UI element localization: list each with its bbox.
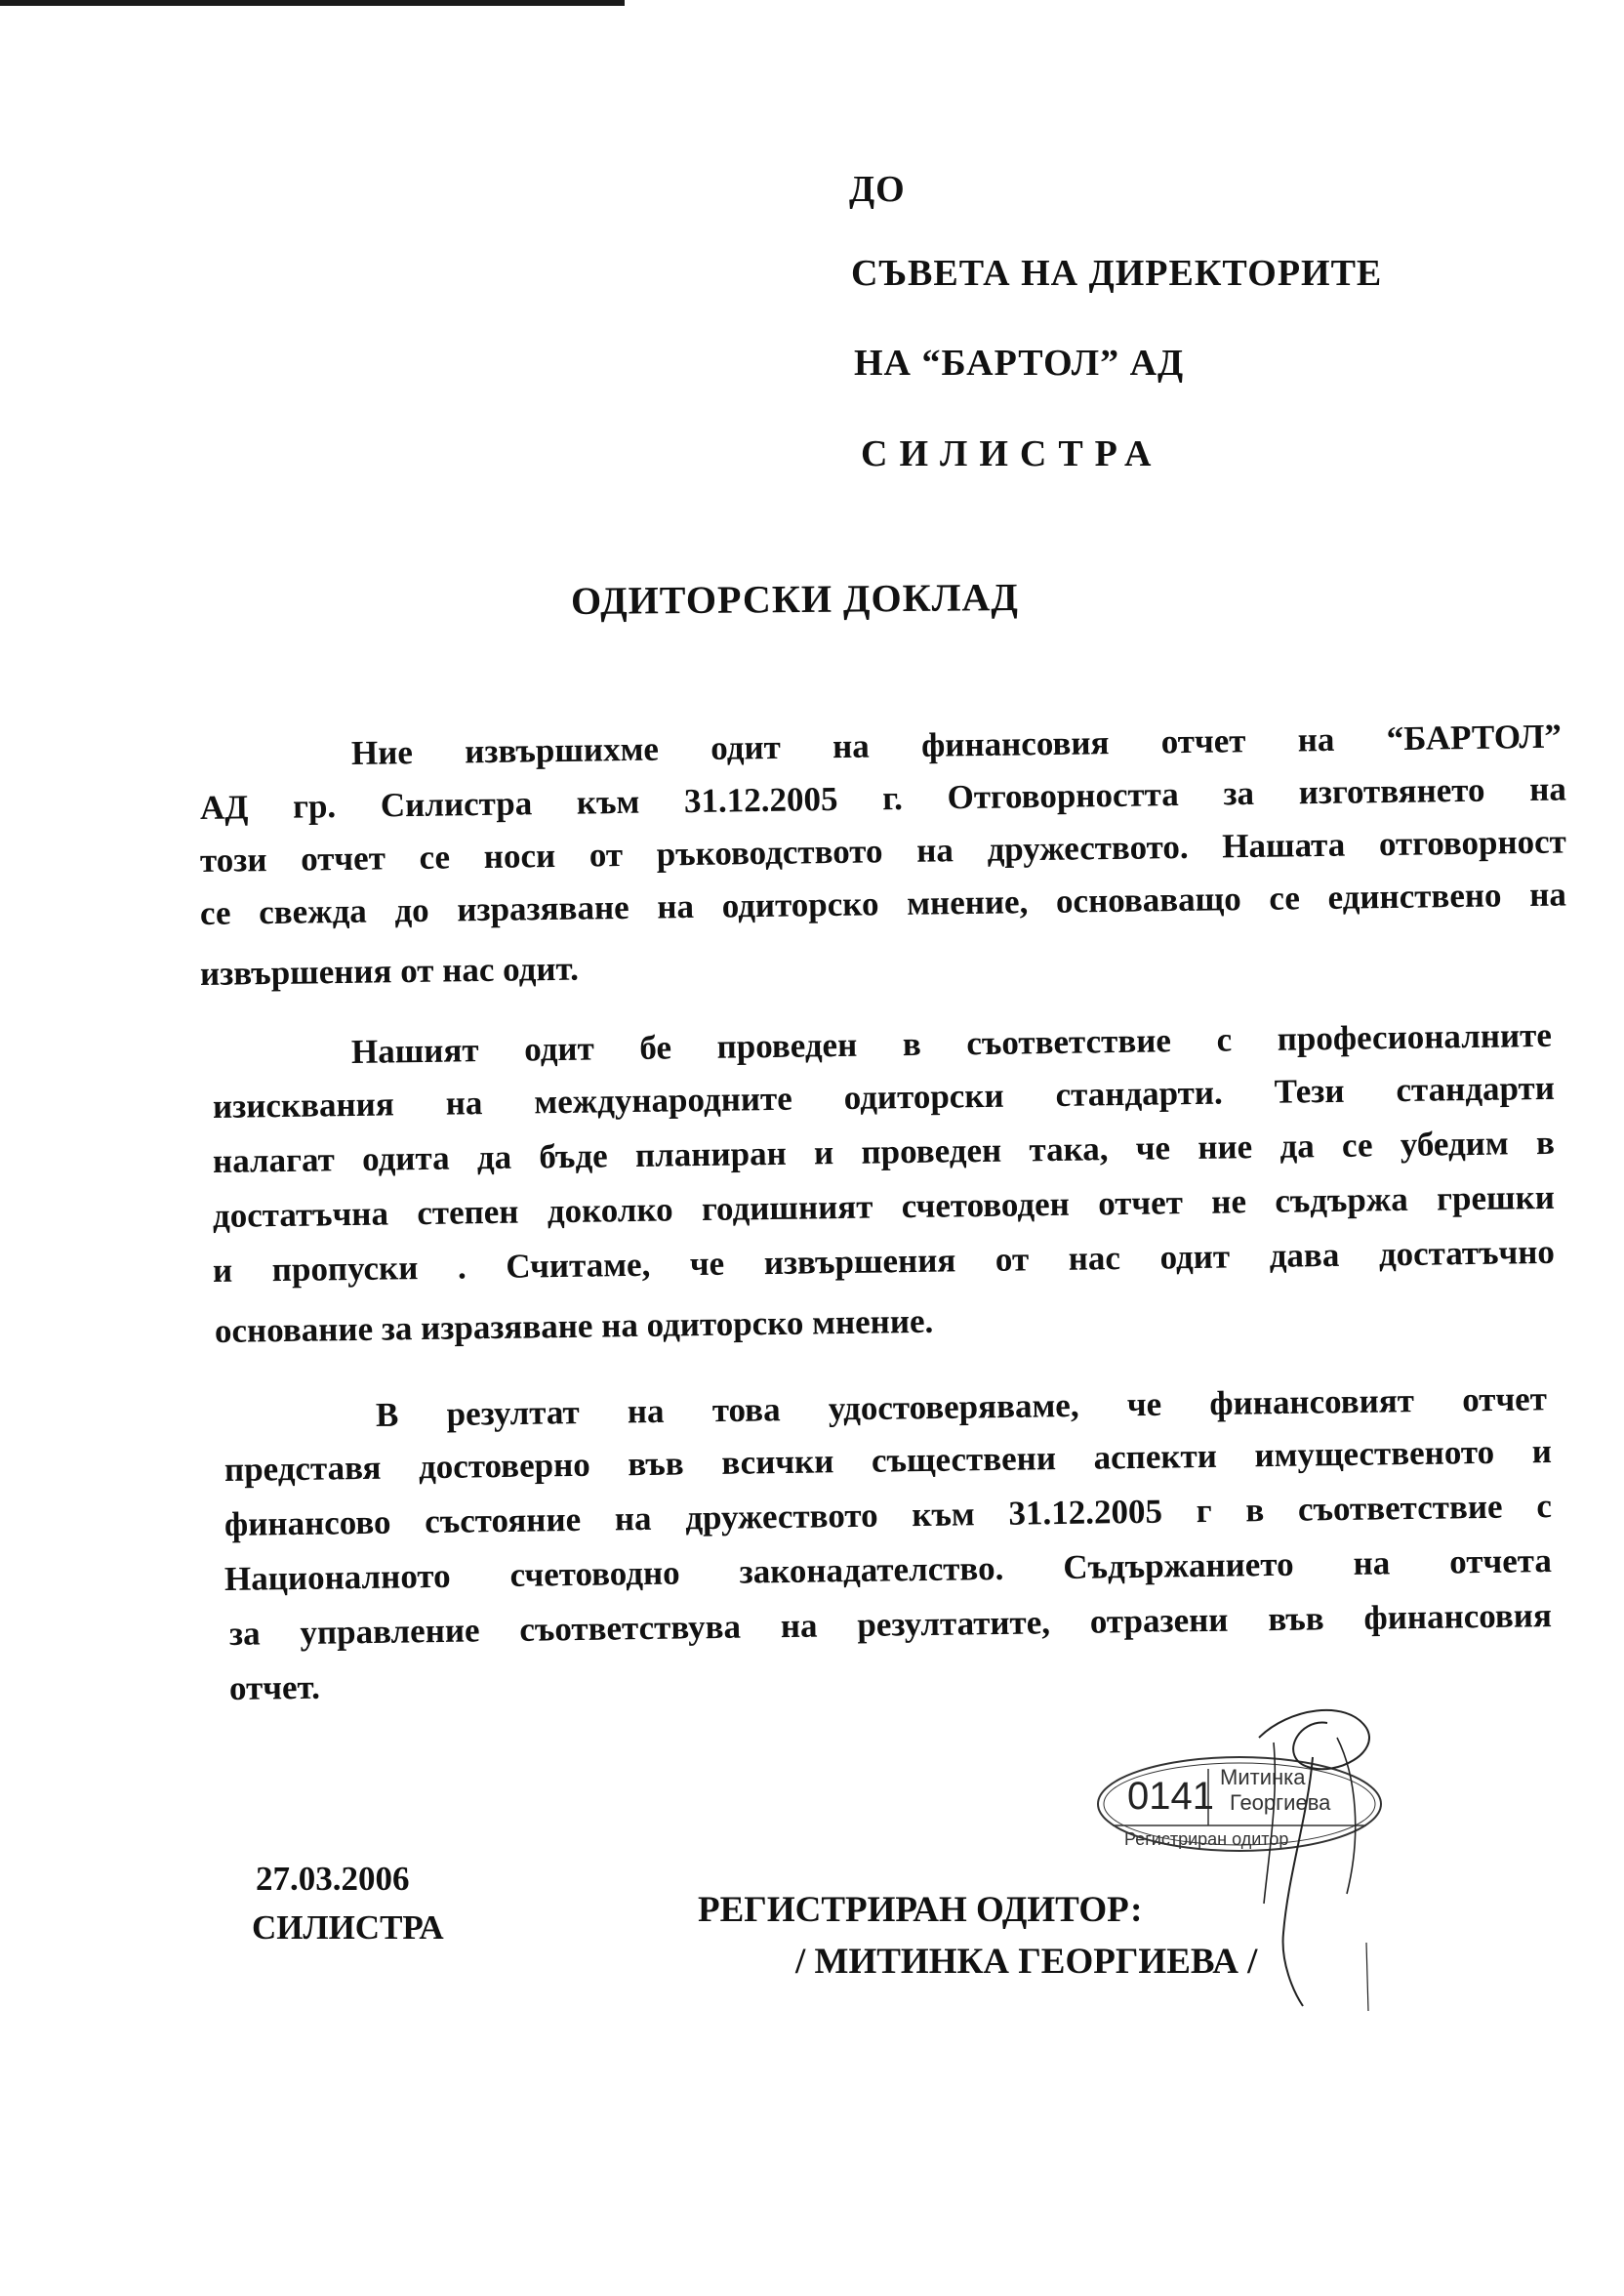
addressee-company: НА “БАРТОЛ” АД (854, 343, 1185, 384)
paragraph-line: Нашият одит бе проведен в съответствие с професионалните (350, 1015, 1553, 1071)
paragraph-line: финансово състояние на дружеството към 31.12.2005 г в съответствие с (223, 1487, 1553, 1543)
addressee-to: ДО (849, 169, 906, 210)
stamp-first-name: Митинка (1220, 1765, 1306, 1789)
paragraph-line: и пропуски . Считаме, че извършения от нас одит дава достатъчно (212, 1232, 1556, 1290)
addressee-board: СЪВЕТА НА ДИРЕКТОРИТЕ (851, 253, 1383, 294)
paragraph-line: достатъчна степен доколко годишният счетоводен отчет не съдържа грешки (212, 1177, 1556, 1235)
paragraph-line: отчет. (228, 1667, 321, 1707)
paragraph-line: този отчет се носи от ръководството на дружеството. Нашата отговорност (199, 822, 1567, 880)
paragraph-line: представя достоверно във всички съществени аспекти имущественото и (223, 1432, 1553, 1489)
stamp-last-name: Георгиева (1230, 1790, 1331, 1815)
addressee-city: СИЛИСТРА (861, 433, 1163, 474)
paragraph-line: извършения от нас одит. (199, 949, 580, 993)
scan-edge-artifact (0, 0, 625, 6)
stamp-registration-number: 0141 (1127, 1775, 1214, 1818)
report-city: СИЛИСТРА (252, 1908, 444, 1947)
report-title: ОДИТОРСКИ ДОКЛАД (570, 574, 1019, 624)
paragraph-line: Националното счетоводно законадателство. Съдържанието на отчета (223, 1541, 1553, 1598)
paragraph-line: налагат одита да бъде планиран и проведен така, че ние да се убедим в (212, 1123, 1556, 1180)
paragraph-line: се свежда до изразяване на одиторско мнение, основаващо се единствено на (199, 875, 1567, 932)
auditor-name: / МИТИНКА ГЕОРГИЕВА / (795, 1942, 1258, 1982)
report-date: 27.03.2006 (256, 1860, 410, 1898)
paragraph-line: за управление съответствува на резултатите, отразени във финансовия (228, 1596, 1553, 1653)
paragraph-line: АД гр. Силистра към 31.12.2005 г. Отговорността за изготвянето на (199, 769, 1567, 827)
stamp-role: Регистриран одитор (1124, 1829, 1289, 1849)
paragraph-line: В резултат на това удостоверяваме, че финансовият отчет (375, 1379, 1548, 1434)
auditor-label: РЕГИСТРИРАН ОДИТОР: (698, 1890, 1143, 1930)
paragraph-line: Ние извършихме одит на финансовия отчет на “БАРТОЛ” (350, 717, 1563, 772)
paragraph-line: изисквания на международните одиторски стандарти. Тези стандарти (212, 1068, 1556, 1126)
paragraph-line: основание за изразяване на одиторско мнение. (214, 1301, 934, 1350)
